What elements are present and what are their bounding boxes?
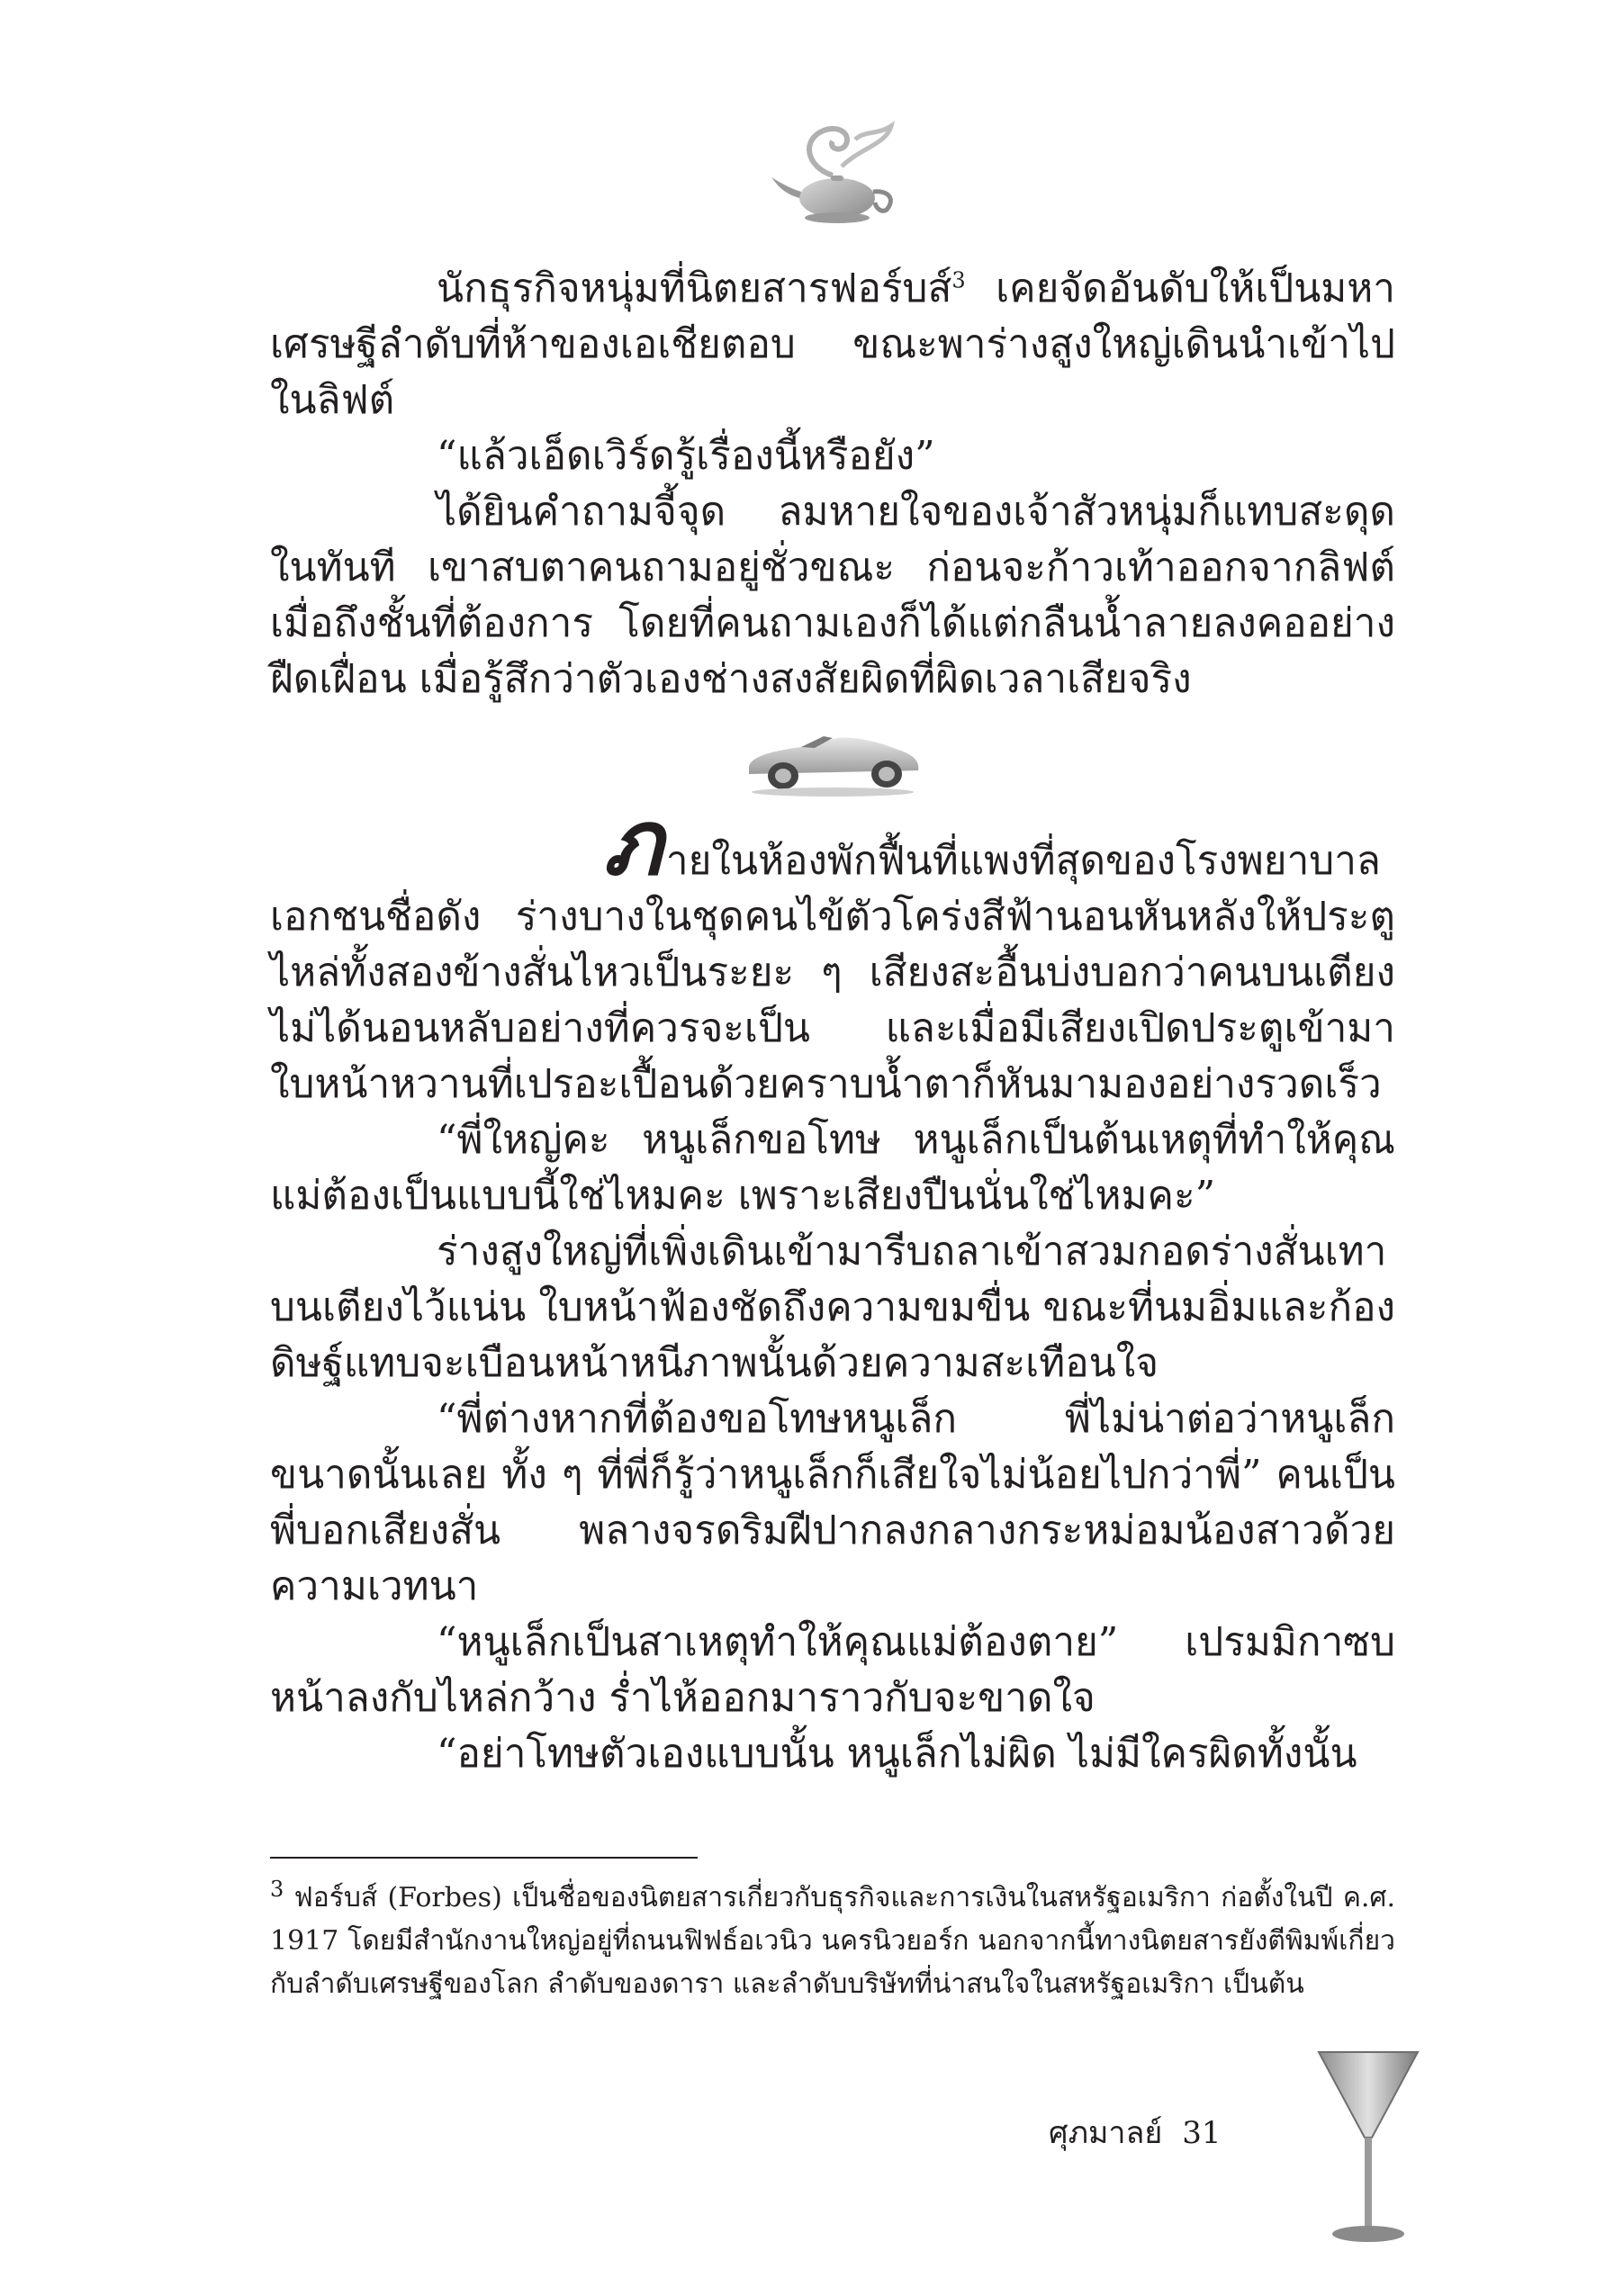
top-text-block: [270, 261, 1395, 707]
dropcap-paragraph: [270, 789, 1395, 1112]
main-text-block: [270, 789, 1395, 1782]
paragraph-8: “หนูเล็กเป็นสาเหตุทำให้คุณแม่ต้องตาย” เปรมมิกาซบหน้าลงกับไหล่กว้าง ร่ำไห้ออกมาราวกับจะขาดใจ: [270, 1619, 1395, 1721]
page-number: 31: [1182, 2115, 1222, 2151]
martini-glass-icon: [1314, 2043, 1422, 2250]
footer-author: ศุภมาลย์: [1049, 2115, 1163, 2151]
paragraph-6: ร่างสูงใหญ่ที่เพิ่งเดินเข้ามารีบถลาเข้าสวมกอดร่างสั่นเทาบนเตียงไว้แน่น ใบหน้าฟ้องชัดถึงความขมขื่น ขณะที่นมอิ่มและก้องดิษฐ์แทบจะเบือนหน้าหนีภาพนั้นด้วยความสะเทือนใจ: [270, 1229, 1395, 1386]
teapot-genie-ornament-icon: [770, 113, 905, 230]
page-footer: [1049, 2115, 1241, 2151]
paragraph-1-text-cont: เคยจัดอันดับให้เป็นมหาเศรษฐีลำดับที่ห้าของเอเชียตอบ ขณะพาร่างสูงใหญ่เดินนำเข้าไปในลิฟต์: [270, 266, 1395, 423]
paragraph-7: “พี่ต่างหากที่ต้องขอโทษหนูเล็ก พี่ไม่น่าต่อว่าหนูเล็กขนาดนั้นเลย ทั้ง ๆ ที่พี่ก็รู้ว่าหนูเล็กก็เสียใจไม่น้อยไปกว่าพี่” คนเป็นพี่บอกเสียงสั่น พลางจรดริมฝีปากลงกลางกระหม่อมน้องสาวด้วยความเวทนา: [270, 1396, 1395, 1609]
footnote-ref-3: 3: [951, 267, 966, 293]
footnote-text: ฟอร์บส์ (Forbes) เป็นชื่อของนิตยสารเกี่ยวกับธุรกิจและการเงินในสหรัฐอเมริกา ก่อตั้งในปี ค.ศ. 1917 โดยมีสำนักงานใหญ่อยู่ที่ถนนฟิฟธ์อเวนิว นครนิวยอร์ก นอกจากนี้ทางนิตยสารยังตีพิมพ์เกี่ยวกับลำดับเศรษฐีของโลก ลำดับของดารา และลำดับบริษัทที่น่าสนใจในสหรัฐอเมริกา เป็นต้น: [270, 1882, 1395, 2000]
footnote-number: 3: [270, 1877, 284, 1902]
paragraph-2: “แล้วเอ็ดเวิร์ดรู้เรื่องนี้หรือยัง”: [437, 433, 935, 479]
paragraph-9: “อย่าโทษตัวเองแบบนั้น หนูเล็กไม่ผิด ไม่มีใครผิดทั้งนั้น: [437, 1731, 1357, 1777]
paragraph-1: [270, 261, 1395, 428]
footnote: [270, 1877, 1395, 2006]
dropcap-paragraph-text: ายในห้องพักฟื้นที่แพงที่สุดของโรงพยาบาลเอกชนชื่อดัง ร่างบางในชุดคนไข้ตัวโคร่งสีฟ้านอนหันหลังให้ประตู ไหล่ทั้งสองข้างสั่นไหวเป็นระยะ ๆ เสียงสะอื้นบ่งบอกว่าคนบนเตียงไม่ได้นอนหลับอย่างที่ควรจะเป็น และเมื่อมีเสียงเปิดประตูเข้ามา ใบหน้าหวานที่เปรอะเปื้อนด้วยคราบน้ำตาก็หันมามองอย่างรวดเร็ว: [270, 838, 1395, 1107]
dropcap-letter: ภ: [603, 789, 663, 896]
paragraph-5: “พี่ใหญ่คะ หนูเล็กขอโทษ หนูเล็กเป็นต้นเหตุที่ทำให้คุณแม่ต้องเป็นแบบนี้ใช่ไหมคะ เพราะเสียงปืนนั่นใช่ไหมคะ”: [270, 1117, 1395, 1219]
convertible-car-icon: [738, 711, 927, 801]
paragraph-3: ได้ยินคำถามจี้จุด ลมหายใจของเจ้าสัวหนุ่มก็แทบสะดุดในทันที เขาสบตาคนถามอยู่ชั่วขณะ ก่อนจะก้าวเท้าออกจากลิฟต์เมื่อถึงชั้นที่ต้องการ โดยที่คนถามเองก็ได้แต่กลืนน้ำลายลงคออย่างฝืดเฝื่อน เมื่อรู้สึกว่าตัวเองช่างสงสัยผิดที่ผิดเวลาเสียจริง: [270, 489, 1395, 702]
footnote-divider: [270, 1857, 698, 1859]
paragraph-1-text: นักธุรกิจหนุ่มที่นิตยสารฟอร์บส์: [437, 266, 952, 311]
